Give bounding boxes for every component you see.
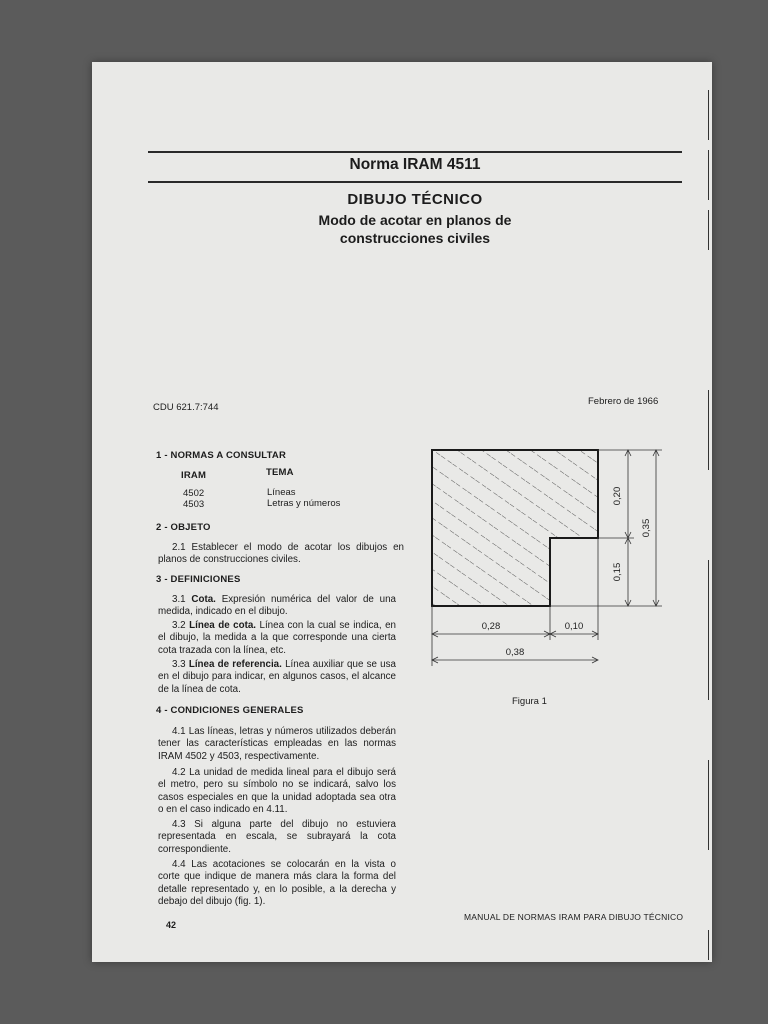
section-1-title: 1 - NORMAS A CONSULTAR [156,450,287,461]
page-number: 42 [166,920,177,930]
paragraph-4-4: 4.4 Las acotaciones se colocarán en la vista o corte que indique de manera más clara la forma del detalle representado y, en lo posible, a la derecha y debajo del dibujo (fig. 1). [158,859,396,908]
table-header-iram: IRAM [181,470,207,481]
scan-edge-mark [708,150,709,200]
document-title: DIBUJO TÉCNICO [347,191,483,208]
scan-edge-mark [708,930,709,960]
table-row-tema: Líneas [267,487,296,498]
table-row-num: 4503 [183,499,205,510]
publication-date: Febrero de 1966 [588,396,659,407]
paragraph-4-1: 4.1 Las líneas, letras y números utilizados deberán tener las características empleadas en las normas IRAM 4502 y 4503, respectivamente. [158,726,396,762]
paragraph-4-2: 4.2 La unidad de medida lineal para el dibujo será el metro, pero su símbolo no se indicará, salvo los casos especiales en que la unidad adoptada sea otra o en el caso indicado en 4.11. [158,767,396,816]
scan-edge-mark [708,90,709,140]
dim-label-035: 0,35 [641,518,652,538]
paragraph-3-1: 3.1 Cota. Expresión numérica del valor de una medida, indicado en el dibujo. [158,594,396,618]
table-row-num: 4502 [183,488,205,499]
section-4-title: 4 - CONDICIONES GENERALES [156,705,304,716]
dim-label-020: 0,20 [612,486,623,506]
figure-1-drawing [418,440,670,680]
paragraph-3-3: 3.3 Línea de referencia. Línea auxiliar que se usa en el dibujo para indicar, en algunos casos, el alcance de la línea de cota. [158,659,396,695]
scan-edge-mark [708,210,709,250]
dim-label-015: 0,15 [612,562,623,582]
top-rule [148,151,682,153]
manual-footer: MANUAL DE NORMAS IRAM PARA DIBUJO TÉCNICO [464,912,684,922]
figure-caption: Figura 1 [512,696,547,707]
document-subtitle-line2: construcciones civiles [339,230,491,246]
header-rule [148,181,682,183]
section-2-title: 2 - OBJETO [156,522,211,533]
paragraph-3-2: 3.2 Línea de cota. Línea con la cual se indica, en el dibujo, la medida a la que corresponde una cierta cota trazada con la línea, etc. [158,620,396,656]
section-3-title: 3 - DEFINICIONES [156,574,241,585]
document-page [92,62,712,962]
document-subtitle-line1: Modo de acotar en planos de [318,212,512,228]
scan-edge-mark [708,560,709,700]
hatched-section [432,450,598,606]
paragraph-4-3: 4.3 Si alguna parte del dibujo no estuviera representada en escala, se subrayará la cota correspondiente. [158,819,396,855]
dim-label-038: 0,38 [505,647,525,658]
table-header-tema: TEMA [266,467,294,478]
norma-heading: Norma IRAM 4511 [349,156,481,173]
scan-edge-mark [708,390,709,470]
cdu-code: CDU 621.7:744 [153,402,219,413]
dim-label-010: 0,10 [564,621,584,632]
scan-edge-mark [708,760,709,850]
dim-label-028: 0,28 [481,621,501,632]
table-row-tema: Letras y números [267,498,341,509]
paragraph-2-1: 2.1 Establecer el modo de acotar los dibujos en planos de construcciones civiles. [158,542,404,566]
